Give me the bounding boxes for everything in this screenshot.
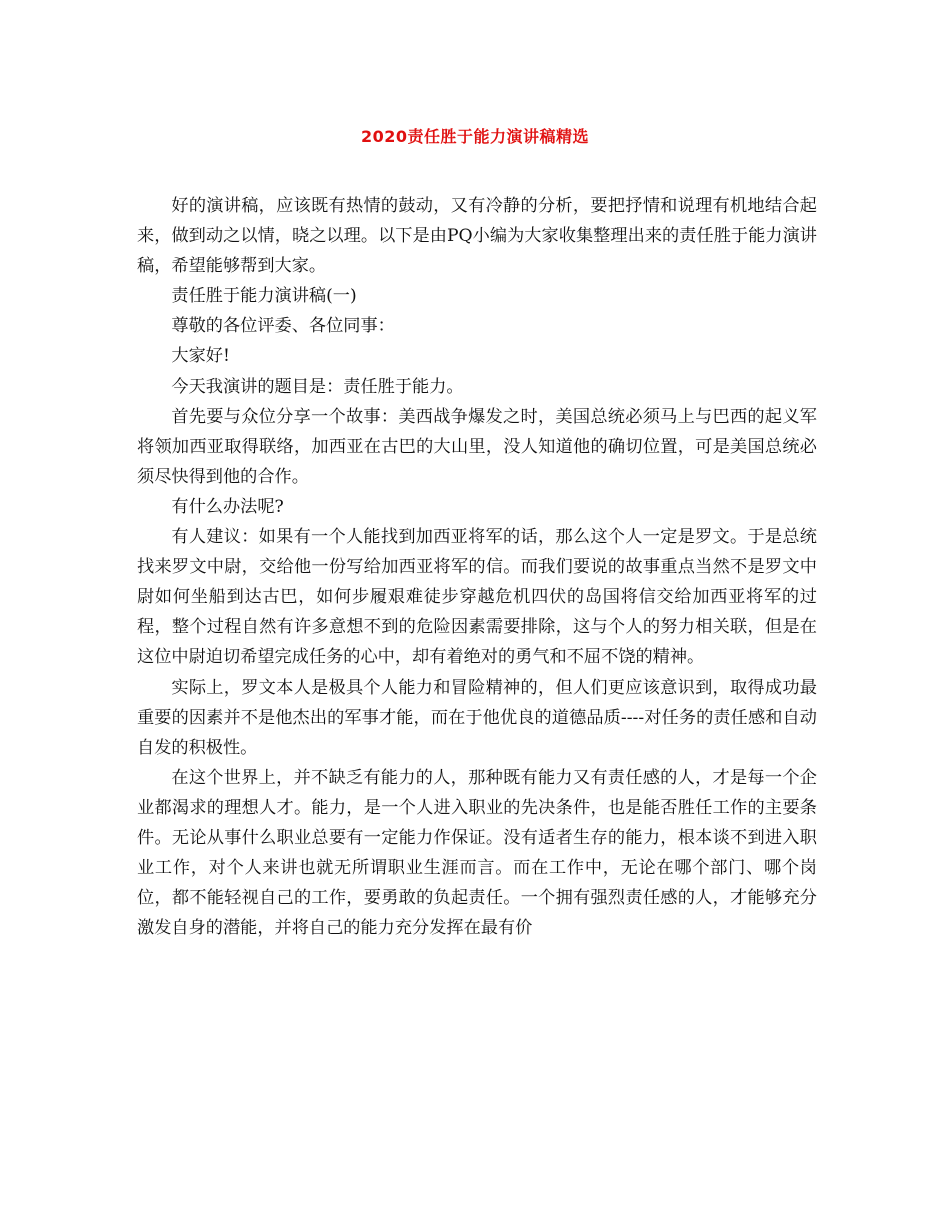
story-paragraph: 首先要与众位分享一个故事：美西战争爆发之时，美国总统必须马上与巴西的起义军将领加西亚取得联络，加西亚在古巴的大山里，没人知道他的确切位置，可是美国总统必须尽快得到他的合作。 <box>137 406 817 487</box>
world-paragraph: 在这个世界上，并不缺乏有能力的人，那种既有能力又有责任感的人，才是每一个企业都渴求的理想人才。能力，是一个人进入职业的先决条件，也是能否胜任工作的主要条件。无论从事什么职业总要有一定能力作保证。没有适者生存的能力，根本谈不到进入职业工作，对个人来讲也就无所谓职业生涯而言。而在工作中，无论在哪个部门、哪个岗位，都不能轻视自己的工作，要勇敢的负起责任。一个拥有强烈责任感的人，才能够充分激发自身的潜能，并将自己的能力充分发挥在最有价 <box>137 767 817 939</box>
salutation: 尊敬的各位评委、各位同事： <box>171 316 395 337</box>
greeting: 大家好! <box>171 346 230 367</box>
document-title: 2020责任胜于能力演讲稿精选 <box>360 127 590 146</box>
topic-paragraph: 今天我演讲的题目是：责任胜于能力。 <box>171 376 464 397</box>
question-paragraph: 有什么办法呢? <box>171 496 284 517</box>
intro-paragraph: 好的演讲稿，应该既有热情的鼓动，又有冷静的分析，要把抒情和说理有机地结合起来，做到动之以情，晓之以理。以下是由PQ小编为大家收集整理出来的责任胜于能力演讲稿，希望能够帮到大家。 <box>137 196 817 277</box>
speech-heading: 责任胜于能力演讲稿(一) <box>171 286 357 307</box>
document-body <box>137 191 817 943</box>
reality-paragraph: 实际上，罗文本人是极具个人能力和冒险精神的，但人们更应该意识到，取得成功最重要的因素并不是他杰出的军事才能，而在于他优良的道德品质----对任务的责任感和自动自发的积极性。 <box>137 677 817 758</box>
suggestion-paragraph: 有人建议：如果有一个人能找到加西亚将军的话，那么这个人一定是罗文。于是总统找来罗文中尉，交给他一份写给加西亚将军的信。而我们要说的故事重点当然不是罗文中尉如何坐船到达古巴，如何步履艰难徒步穿越危机四伏的岛国将信交给加西亚将军的过程，整个过程自然有许多意想不到的危险因素需要排除，这与个人的努力相关联，但是在这位中尉迫切希望完成任务的心中，却有着绝对的勇气和不屈不饶的精神。 <box>137 527 817 668</box>
